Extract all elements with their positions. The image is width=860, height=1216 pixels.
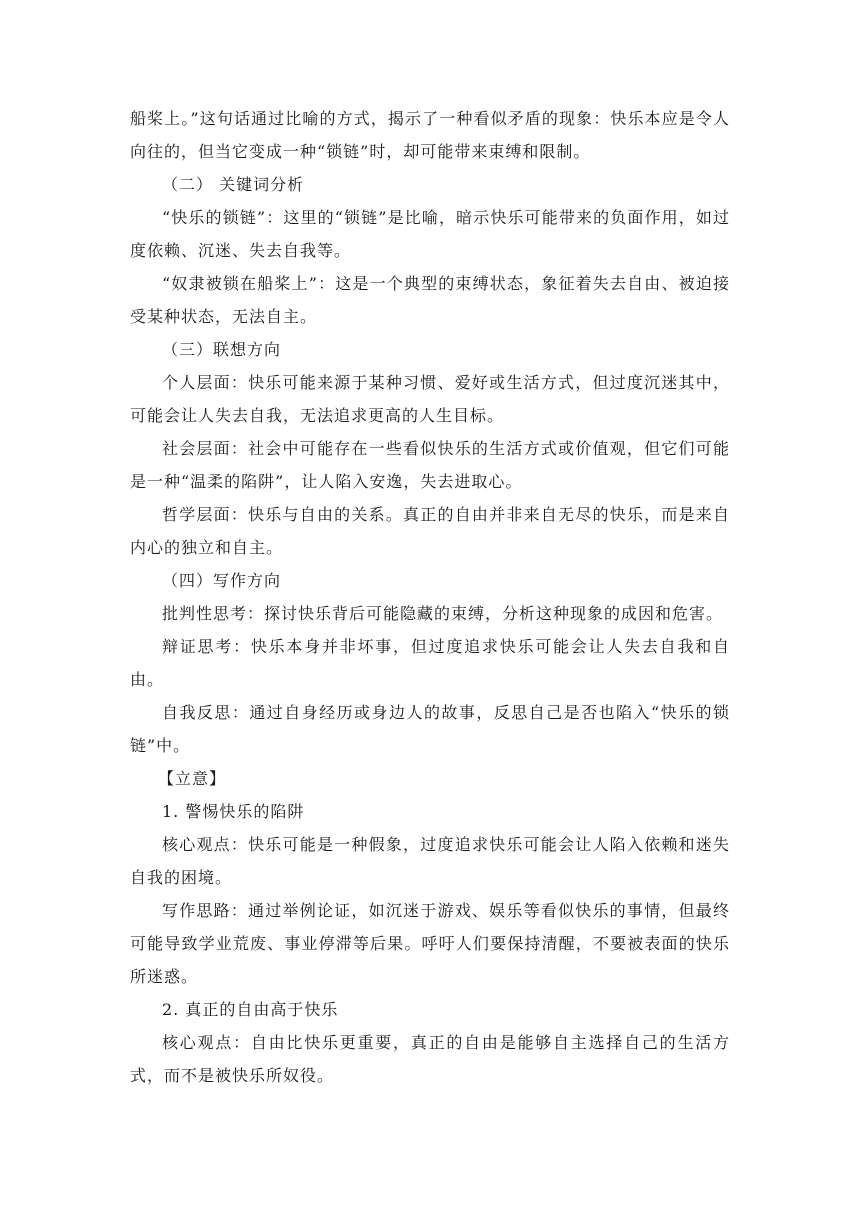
paragraph-keyword-slave: “奴隶被锁在船桨上”：这是一个典型的束缚状态，象征着失去自由、被迫接受某种状态，无法自主。 xyxy=(130,274,730,326)
paragraph-intro-continued: 船桨上。”这句话通过比喻的方式，揭示了一种看似矛盾的现象：快乐本应是令人向往的，但当它变成一种“锁链”时，却可能带来束缚和限制。 xyxy=(130,109,730,161)
paragraph-dialectical-thinking: 辩证思考：快乐本身并非坏事，但过度追求快乐可能会让人失去自我和自由。 xyxy=(130,637,730,689)
paragraph-self-reflection: 自我反思：通过自身经历或身边人的故事，反思自己是否也陷入“快乐的锁链”中。 xyxy=(130,703,730,755)
section-heading-writing: （四）写作方向 xyxy=(162,571,282,590)
document-body xyxy=(130,102,730,1092)
paragraph-core-view-2: 核心观点：自由比快乐更重要，真正的自由是能够自主选择自己的生活方式，而不是被快乐所奴役。 xyxy=(130,1033,730,1085)
thesis-heading-2: 2. 真正的自由高于快乐 xyxy=(162,1000,339,1019)
paragraph-writing-idea-1: 写作思路：通过举例论证，如沉迷于游戏、娱乐等看似快乐的事情，但最终可能导致学业荒废、事业停滞等后果。呼吁人们要保持清醒，不要被表面的快乐所迷惑。 xyxy=(130,901,730,986)
paragraph-personal-level: 个人层面：快乐可能来源于某种习惯、爱好或生活方式，但过度沉迷其中，可能会让人失去自我，无法追求更高的人生目标。 xyxy=(130,373,730,425)
section-heading-association: （三）联想方向 xyxy=(162,340,282,359)
paragraph-keyword-chain: “快乐的锁链”：这里的“锁链”是比喻，暗示快乐可能带来的负面作用，如过度依赖、沉迷、失去自我等。 xyxy=(130,208,730,260)
paragraph-social-level: 社会层面：社会中可能存在一些看似快乐的生活方式或价值观，但它们可能是一种“温柔的陷阱”，让人陷入安逸，失去进取心。 xyxy=(130,439,730,491)
thesis-heading-1: 1. 警惕快乐的陷阱 xyxy=(162,802,305,821)
section-heading-thesis: 【立意】 xyxy=(158,769,227,788)
paragraph-philosophy-level: 哲学层面：快乐与自由的关系。真正的自由并非来自无尽的快乐，而是来自内心的独立和自主。 xyxy=(130,505,730,557)
section-heading-keywords: （二） 关键词分析 xyxy=(162,175,305,194)
paragraph-critical-thinking: 批判性思考：探讨快乐背后可能隐藏的束缚，分析这种现象的成因和危害。 xyxy=(162,604,724,623)
paragraph-core-view-1: 核心观点：快乐可能是一种假象，过度追求快乐可能会让人陷入依赖和迷失自我的困境。 xyxy=(130,835,730,887)
